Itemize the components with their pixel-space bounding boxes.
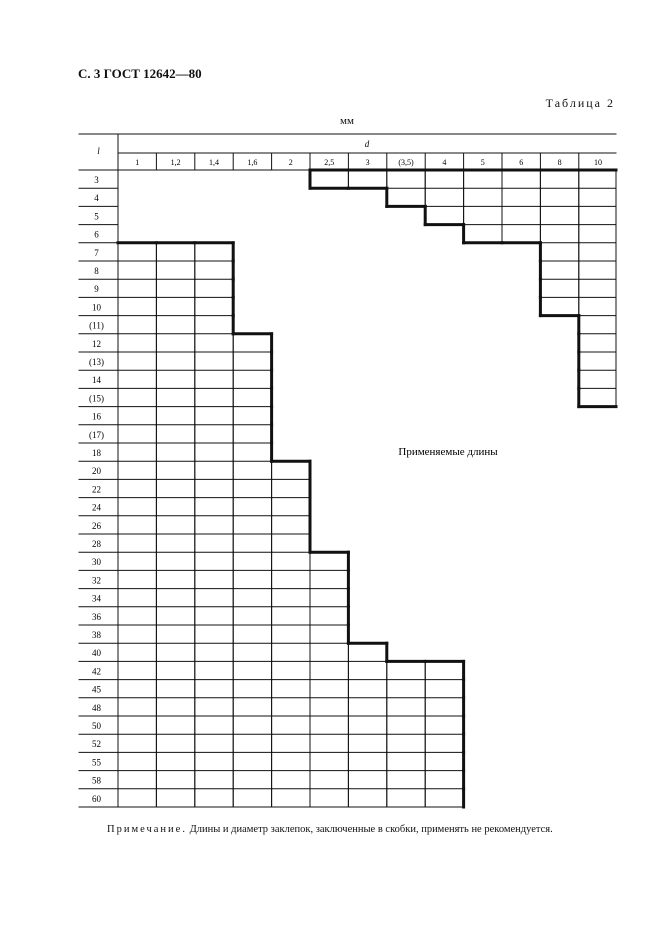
length-label: 14 [92, 375, 101, 386]
diameter-label: 1,4 [209, 158, 219, 167]
length-label: 60 [92, 793, 101, 804]
note-prefix: Примечание. [107, 824, 187, 835]
table-note [107, 824, 553, 835]
length-label: 48 [92, 702, 101, 713]
length-label: 4 [94, 193, 99, 204]
diameter-label: 1,2 [170, 158, 181, 167]
length-label: 16 [92, 411, 101, 422]
diameter-label: (3,5) [398, 158, 414, 167]
length-label: 26 [92, 520, 101, 531]
diameter-label: 2,5 [324, 158, 335, 167]
diameter-label: 1,6 [247, 158, 258, 167]
length-label: 24 [92, 502, 101, 513]
diameter-label: 6 [519, 158, 524, 167]
length-label: 22 [92, 484, 101, 495]
diameter-label: 1 [135, 158, 140, 167]
length-label: 36 [92, 611, 101, 622]
length-label: 20 [92, 466, 101, 477]
diameter-label: 10 [594, 158, 602, 167]
length-label: 58 [92, 775, 101, 786]
length-label: 34 [92, 593, 101, 604]
length-label: 10 [92, 302, 101, 313]
note-text: Длины и диаметр заклепок, заключенные в скобки, применять не рекомендуется. [186, 824, 553, 835]
length-label: (11) [89, 320, 104, 331]
length-label: 6 [94, 229, 99, 240]
length-label: 3 [94, 175, 99, 185]
length-label: 12 [92, 338, 101, 349]
col-header-d: d [364, 139, 370, 149]
length-label: 52 [92, 739, 101, 750]
length-label: 38 [92, 630, 101, 640]
applicable-lengths-label: Применяемые длины [398, 446, 498, 458]
length-label: 7 [94, 247, 99, 258]
length-label: 8 [94, 266, 99, 276]
length-label: (15) [89, 393, 104, 404]
diameter-label: 5 [480, 158, 485, 167]
length-label: 42 [92, 666, 101, 677]
length-label: 18 [92, 448, 101, 458]
length-label: 40 [92, 648, 101, 659]
diameter-label: 2 [288, 158, 293, 167]
length-label: 9 [94, 284, 99, 295]
length-label: 5 [94, 211, 99, 222]
length-label: 32 [92, 575, 101, 586]
length-label: (17) [89, 429, 104, 440]
diameter-label: 3 [365, 158, 370, 167]
diameter-label: 4 [442, 158, 447, 167]
unit-label: мм [340, 115, 354, 127]
row-header-l: l [97, 146, 100, 156]
page-header: С. 3 ГОСТ 12642—80 [78, 66, 202, 81]
length-label: 30 [92, 557, 101, 568]
table-caption: Таблица 2 [545, 96, 615, 110]
diameter-label: 8 [557, 158, 562, 167]
length-label: 28 [92, 539, 101, 549]
length-label: (13) [89, 357, 104, 367]
length-label: 55 [92, 757, 101, 768]
length-label: 45 [92, 684, 101, 695]
length-label: 50 [92, 721, 101, 731]
